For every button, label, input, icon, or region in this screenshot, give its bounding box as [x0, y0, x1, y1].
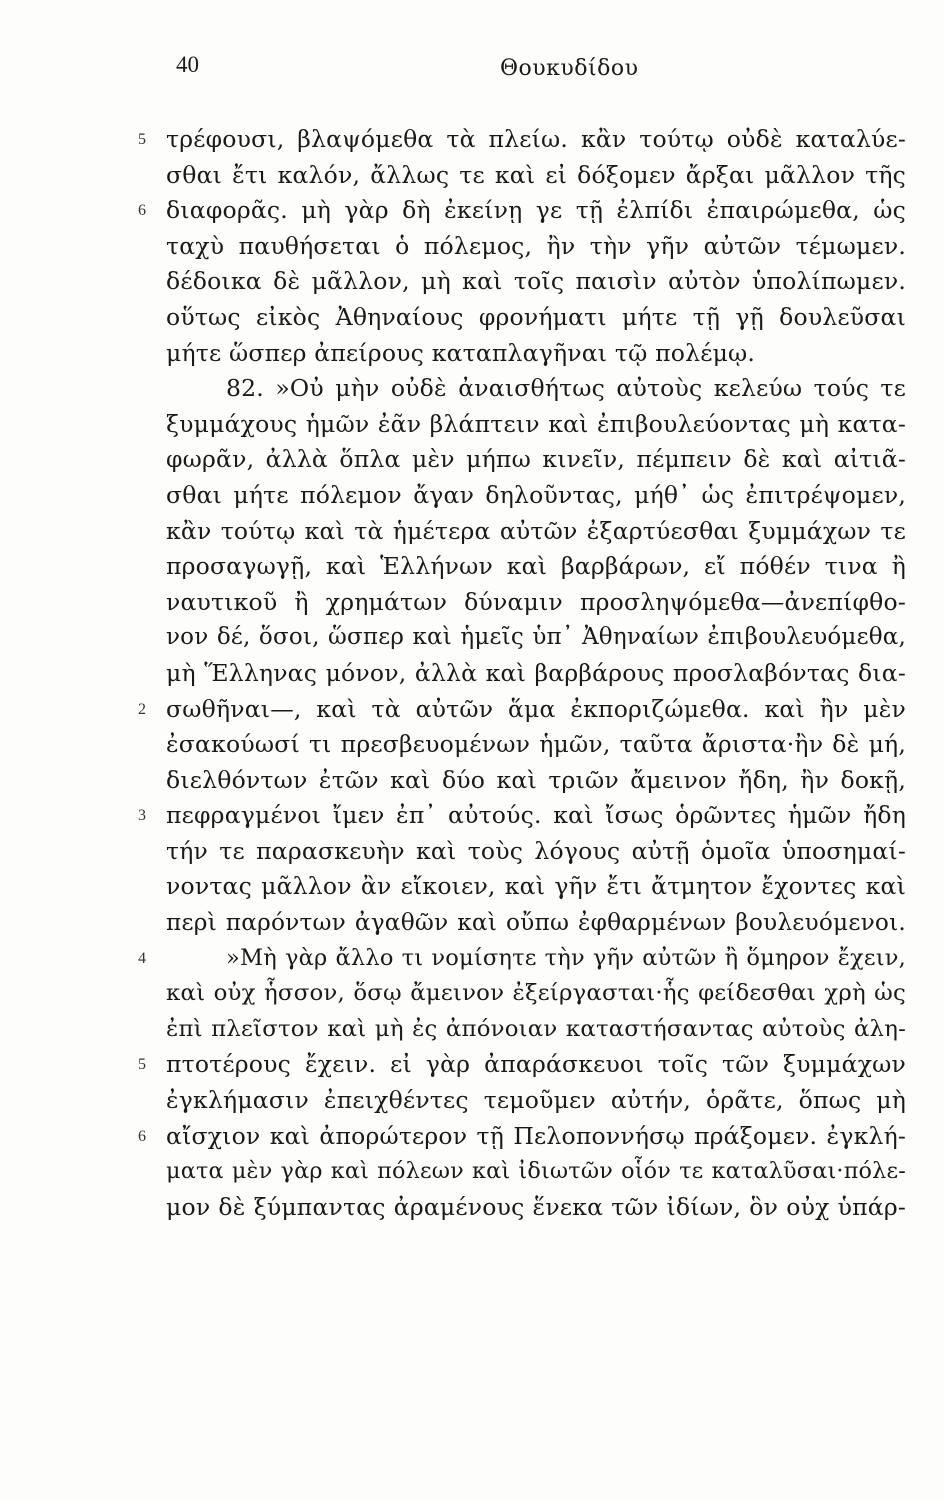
- text-line: [138, 692, 906, 728]
- running-title: Θουκυδίδου: [500, 56, 639, 81]
- line-text: κἂν τούτῳ καὶ τὰ ἡμέτερα αὐτῶν ἐξαρτύεσθαι ξυμμάχων τε: [166, 516, 906, 545]
- line-text: καὶ οὐχ ἧσσον, ὅσῳ ἄμεινον ἐξείργασται·ἧς φείδεσθαι χρὴ ὡς: [166, 980, 906, 1007]
- text-line: [166, 869, 906, 905]
- line-text: διελθόντων ἐτῶν καὶ δύο καὶ τριῶν ἄμεινον ἤδη, ἢν δοκῇ,: [166, 765, 906, 794]
- line-text: ἐγκλήμασιν ἐπειχθέντες τεμοῦμεν αὐτήν, ὁρᾶτε, ὅπως μὴ: [166, 1086, 906, 1115]
- line-text: ταχὺ παυθήσεται ὁ πόλεμος, ἢν τὴν γῆν αὐτῶν τέμωμεν.: [166, 231, 906, 260]
- margin-section-number: 6: [138, 1127, 147, 1145]
- text-line: [166, 905, 906, 941]
- text-line: [138, 1119, 906, 1155]
- text-line: [166, 656, 906, 692]
- line-text: »Μὴ γὰρ ἄλλο τι νομίσητε τὴν γῆν αὐτῶν ἢ ὅμηρον ἔχειν,: [226, 944, 906, 971]
- line-text: ξυμμάχους ἡμῶν ἐᾶν βλάπτειν καὶ ἐπιβουλεύοντας μὴ κατα-: [166, 409, 906, 438]
- text-line: [166, 407, 906, 443]
- line-text: ναυτικοῦ ἢ χρημάτων δύναμιν προσληψόμεθα—ἀνεπίφθο-: [166, 587, 906, 616]
- line-text: περὶ παρόντων ἀγαθῶν καὶ οὔπω ἐφθαρμένων βουλευόμενοι.: [166, 909, 906, 937]
- line-text: μήτε ὥσπερ ἀπείρους καταπλαγῆναι τῷ πολέμῳ.: [166, 338, 756, 367]
- text-line: [166, 834, 906, 870]
- line-text: τήν τε παρασκευὴν καὶ τοὺς λόγους αὐτῇ ὁμοῖα ὑποσημαί-: [166, 836, 906, 865]
- text-line: [166, 300, 906, 336]
- margin-section-number: 6: [138, 202, 147, 220]
- line-text: ματα μὲν γὰρ καὶ πόλεων καὶ ἰδιωτῶν οἷόν τε καταλῦσαι·πόλε-: [166, 1158, 906, 1185]
- text-line: [166, 229, 906, 265]
- line-text: διαφορᾶς. μὴ γὰρ δὴ ἐκείνῃ γε τῇ ἐλπίδι ἐπαιρώμεθα, ὡς: [166, 196, 906, 225]
- text-line: [138, 122, 906, 158]
- text-line: [138, 193, 906, 229]
- line-text: μὴ Ἕλληνας μόνον, ἀλλὰ καὶ βαρβάρους προσλαβόντας δια-: [166, 658, 906, 687]
- line-text: οὕτως εἰκὸς Ἀθηναίους φρονήματι μήτε τῇ γῇ δουλεῦσαι: [166, 302, 906, 331]
- running-head: [0, 48, 944, 88]
- line-text: πτοτέρους ἔχειν. εἰ γὰρ ἀπαράσκευοι τοῖς τῶν ξυμμάχων: [166, 1050, 906, 1079]
- text-line: [166, 1154, 906, 1190]
- text-line: [166, 1083, 906, 1119]
- text-line: [166, 442, 906, 478]
- line-text: μον δὲ ξύμπαντας ἀραμένους ἕνεκα τῶν ἰδίων, ὃν οὐχ ὑπάρ-: [166, 1192, 906, 1221]
- margin-section-number: 5: [138, 1056, 147, 1074]
- text-line: [166, 264, 906, 300]
- line-text: σθαι μήτε πόλεμον ἄγαν δηλοῦντας, μήθ᾽ ὡς ἐπιτρέψομεν,: [166, 480, 906, 509]
- line-text: 82. »Οὐ μὴν οὐδὲ ἀναισθήτως αὐτοὺς κελεύω τούς τε: [226, 374, 906, 403]
- text-line: [166, 763, 906, 799]
- text-line: [166, 1012, 906, 1048]
- body-text: [138, 122, 906, 1225]
- line-text: ἐπὶ πλεῖστον καὶ μὴ ἐς ἀπόνοιαν καταστήσαντας αὐτοὺς ἀλη-: [166, 1015, 906, 1042]
- margin-section-number: 2: [138, 700, 147, 718]
- text-line: [166, 585, 906, 621]
- line-text: φωρᾶν, ἀλλὰ ὅπλα μὲν μήπω κινεῖν, πέμπειν δὲ καὶ αἰτιᾶ-: [166, 445, 906, 474]
- margin-section-number: 5: [138, 131, 147, 148]
- text-line: [138, 941, 906, 977]
- text-line: [166, 1190, 906, 1226]
- text-line: [166, 158, 906, 194]
- text-line: [166, 478, 906, 514]
- line-text: νοντας μᾶλλον ἂν εἴκοιεν, καὶ γῆν ἔτι ἄτμητον ἔχοντες καὶ: [166, 872, 906, 901]
- margin-section-number: 3: [138, 807, 147, 825]
- margin-section-number: 4: [138, 949, 147, 967]
- line-text: σωθῆναι—, καὶ τὰ αὐτῶν ἅμα ἐκποριζώμεθα. καὶ ἢν μὲν: [166, 694, 906, 723]
- text-line: [138, 1047, 906, 1083]
- text-line: [166, 976, 906, 1012]
- page-number: 40: [176, 52, 199, 77]
- line-text: αἴσχιον καὶ ἀπορώτερον τῇ Πελοποννήσῳ πράξομεν. ἐγκλή-: [166, 1121, 906, 1150]
- text-line: [166, 514, 906, 550]
- text-line: [166, 336, 906, 372]
- text-line: [166, 549, 906, 585]
- text-line: [166, 371, 906, 407]
- text-line: [166, 727, 906, 763]
- text-line: [138, 798, 906, 834]
- text-line: [166, 620, 906, 656]
- line-text: νον δέ, ὅσοι, ὥσπερ καὶ ἡμεῖς ὑπ᾽ Ἀθηναίων ἐπιβουλευόμεθα,: [166, 624, 906, 651]
- line-text: τρέφουσι, βλαψόμεθα τὰ πλείω. κἂν τούτῳ οὐδὲ καταλύε-: [166, 125, 906, 153]
- line-text: πεφραγμένοι ἴμεν ἐπ᾽ αὐτούς. καὶ ἴσως ὁρῶντες ἡμῶν ἤδη: [166, 801, 906, 830]
- line-text: ἐσακούωσί τι πρεσβευομένων ἡμῶν, ταῦτα ἄριστα·ἢν δὲ μή,: [166, 730, 906, 759]
- line-text: σθαι ἔτι καλόν, ἄλλως τε καὶ εἰ δόξομεν ἄρξαι μᾶλλον τῆς: [166, 160, 906, 189]
- line-text: προσαγωγῇ, καὶ Ἑλλήνων καὶ βαρβάρων, εἴ πόθέν τινα ἢ: [166, 552, 906, 581]
- line-text: δέδοικα δὲ μᾶλλον, μὴ καὶ τοῖς παισὶν αὐτὸν ὑπολίπωμεν.: [166, 267, 906, 296]
